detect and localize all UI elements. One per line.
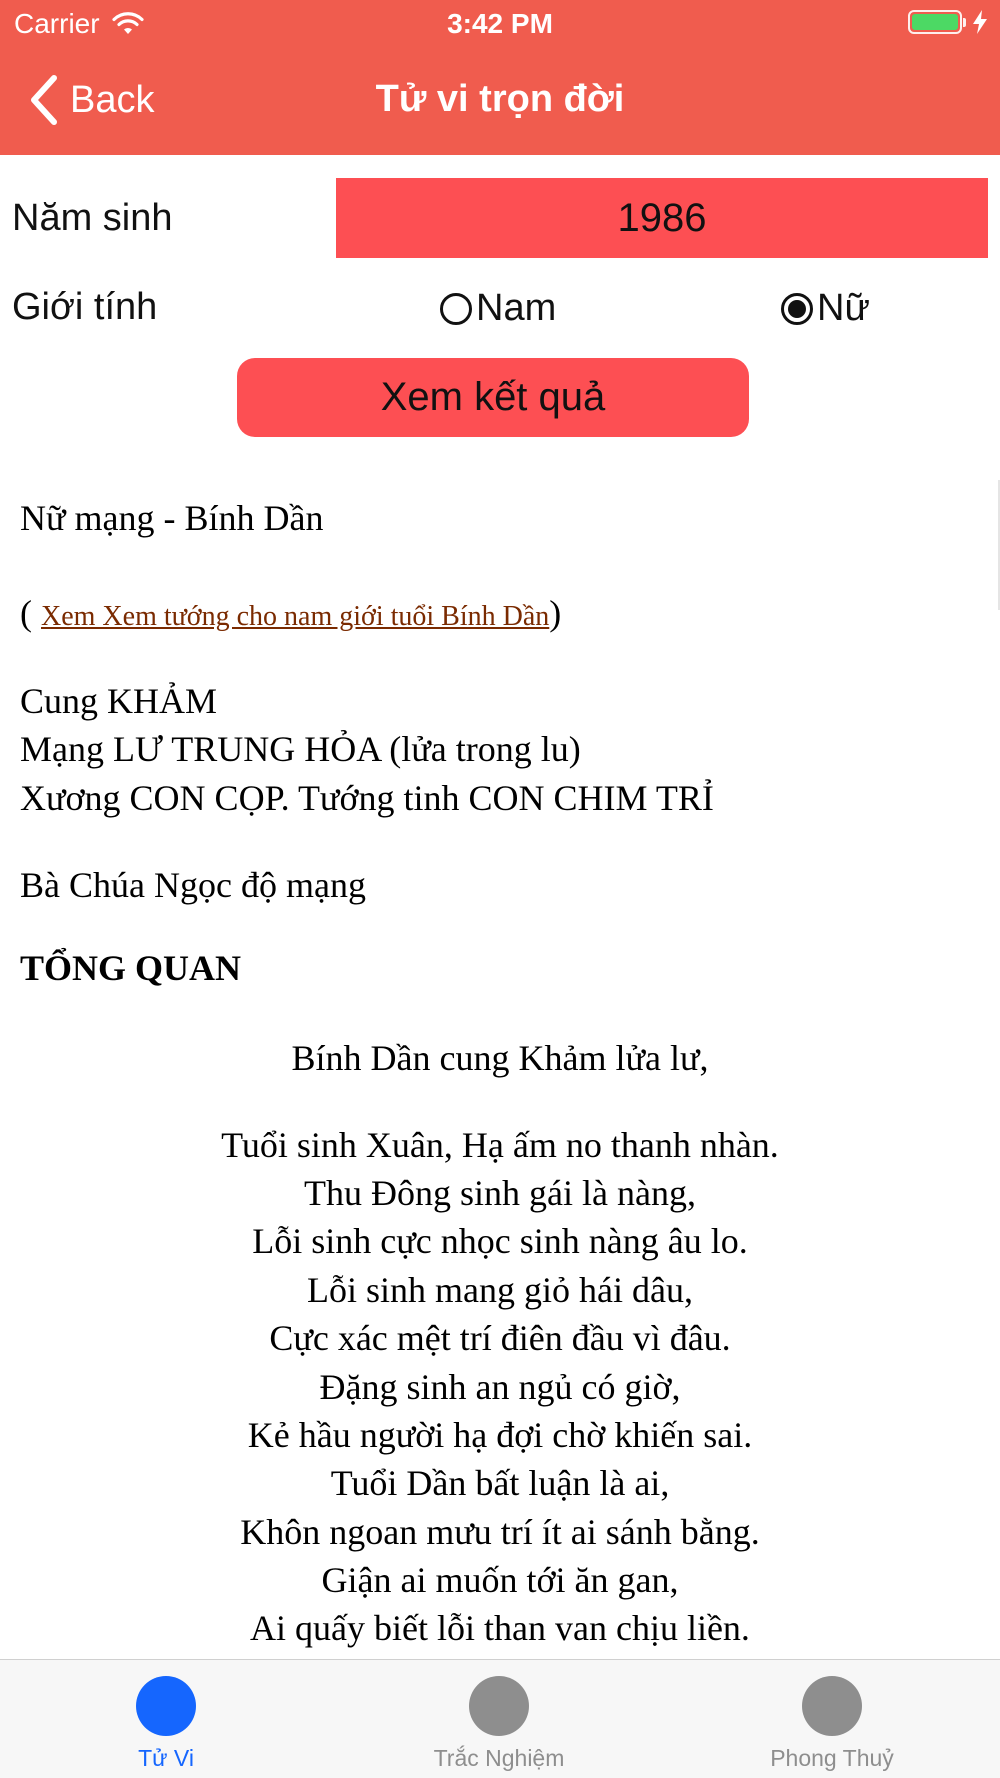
phong-thuy-icon [802,1676,862,1736]
carrier-label: Carrier [14,8,100,39]
related-link-line [20,595,561,631]
poem-line: Cực xác mệt trí điên đầu vì đâu. [269,1318,731,1358]
link-open-paren: ( [20,593,32,633]
page-title: Tử vi trọn đời [375,78,625,120]
year-input[interactable] [336,178,988,258]
poem-line: Lỗi sinh cực nhọc sinh nàng âu lo. [252,1221,748,1261]
submit-button[interactable]: Xem kết quả [237,358,749,437]
poem-line: Lỗi sinh mang giỏ hái dâu, [307,1270,693,1310]
link-close-paren: ) [549,593,562,633]
year-label: Năm sinh [12,197,173,239]
detail-line: Cung KHẢM [20,681,218,721]
back-label: Back [70,78,155,121]
trac-nghiem-icon [469,1676,529,1736]
poem-line: Kẻ hầu người hạ đợi chờ khiến sai. [247,1415,753,1455]
battery-icon [908,10,962,34]
poem-line: Thu Đông sinh gái là nàng, [304,1173,696,1213]
detail-line: Mạng LƯ TRUNG HỎA (lửa trong lu) [20,729,581,769]
tab-label: Tử Vi [138,1745,194,1771]
gender-label: Giới tính [12,286,158,328]
radio-unchecked-icon [440,293,472,325]
tab-tu-vi[interactable] [66,1660,266,1778]
radio-dot [788,300,806,318]
tab-bar [0,1659,1000,1778]
battery [908,10,988,34]
radio-checked-icon [781,293,813,325]
tab-label: Phong Thuỷ [770,1745,894,1771]
clock: 3:42 PM [447,8,553,39]
detail-line: Xương CON CỌP. Tướng tinh CON CHIM TRỈ [20,778,714,818]
nav-bar [0,52,1000,155]
charging-bolt-icon [972,10,988,34]
gender-option-label: Nam [476,287,557,329]
gender-radio-nu[interactable] [781,287,870,330]
battery-level [912,14,958,30]
tab-trac-nghiem[interactable] [399,1660,599,1778]
tab-phong-thuy[interactable] [732,1660,932,1778]
poem-intro: Bính Dần cung Khảm lửa lư, [291,1038,709,1078]
patron-line: Bà Chúa Ngọc độ mạng [20,865,366,905]
gender-radio-nam[interactable] [440,287,556,330]
poem-line: Tuổi Dần bất luận là ai, [330,1463,670,1503]
tu-vi-icon [136,1676,196,1736]
status-bar [0,0,1000,52]
header [0,0,1000,155]
result-title: Nữ mạng - Bính Dần [20,498,324,538]
related-link[interactable]: Xem Xem tướng cho nam giới tuổi Bính Dần [41,601,550,632]
poem-line: Khôn ngoan mưu trí ít ai sánh bằng. [240,1512,760,1552]
section-heading: TỔNG QUAN [20,948,242,988]
gender-option-label: Nữ [817,287,870,329]
result-content[interactable] [0,470,1000,1660]
poem-line: Đặng sinh an ngủ có giờ, [319,1367,681,1407]
poem-line: Ai quấy biết lỗi than van chịu liền. [250,1608,750,1648]
poem-line: Giận ai muốn tới ăn gan, [321,1560,679,1600]
tab-label: Trắc Nghiệm [433,1745,565,1771]
battery-cap [963,18,966,27]
poem-line: Tuổi sinh Xuân, Hạ ấm no thanh nhàn. [221,1125,779,1165]
